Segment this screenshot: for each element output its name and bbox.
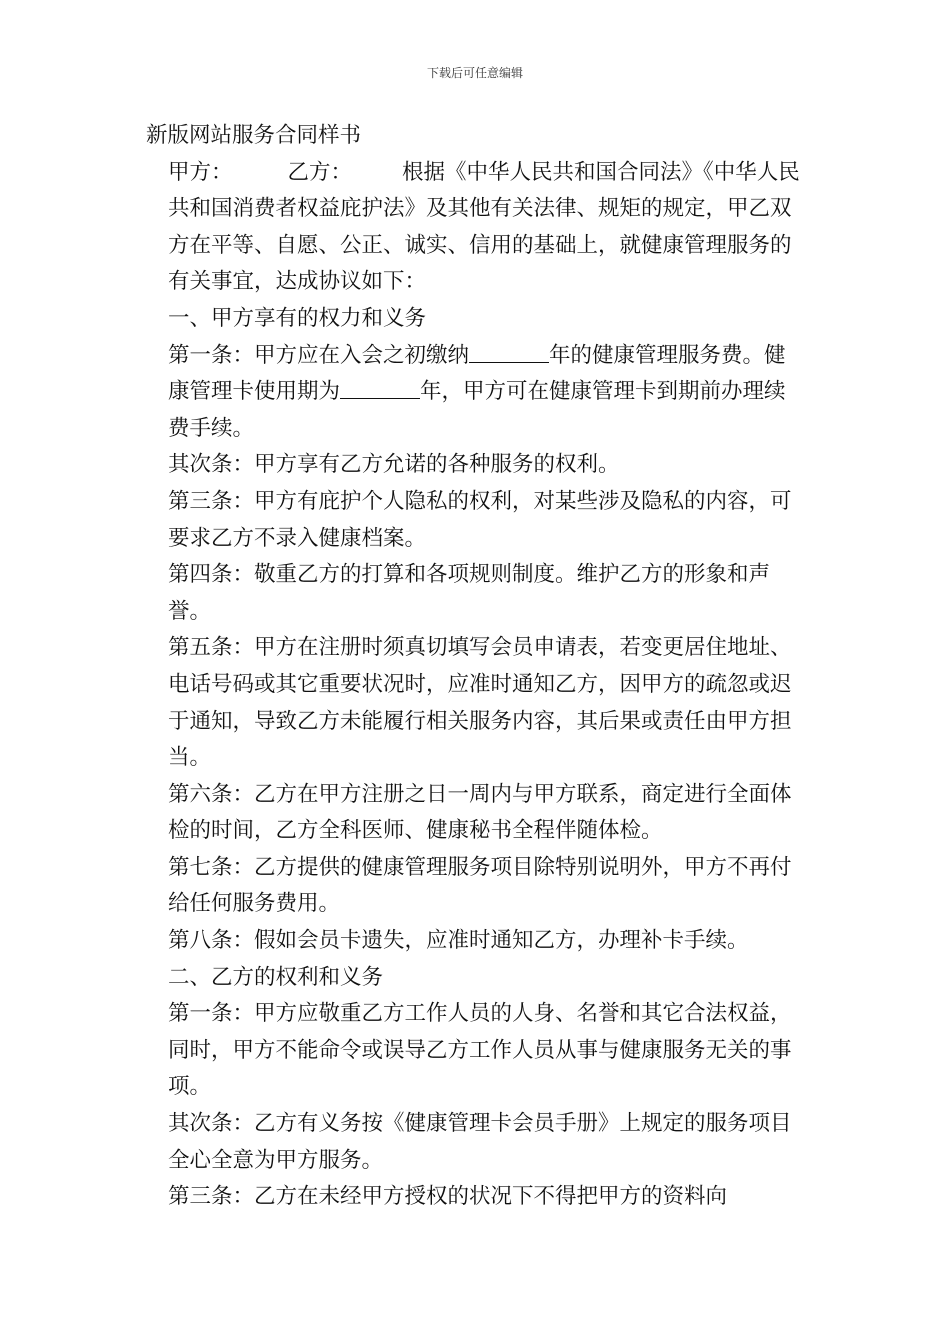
fee-years-blank xyxy=(469,342,549,363)
article-a5: 第五条：甲方在注册时须真切填写会员申请表，若变更居住地址、电话号码或其它重要状况时，应准时通知乙方，因甲方的疏忽或迟于通知，导致乙方未能履行相关服务内容，其后果或责任由甲方担当。 xyxy=(168,635,792,771)
section-1-heading: 一、甲方享有的权力和义务 xyxy=(168,305,427,331)
article-a7: 第七条：乙方提供的健康管理服务项目除特别说明外，甲方不再付给任何服务费用。 xyxy=(168,854,792,917)
article-b2: 其次条：乙方有义务按《健康管理卡会员手册》上规定的服务项目全心全意为甲方服务。 xyxy=(168,1111,792,1173)
intro-paragraph xyxy=(146,155,806,301)
article-b1: 第一条：甲方应敬重乙方工作人员的人身、名誉和其它合法权益，同时，甲方不能命令或误导乙方工作人员从事与健康服务无关的事项。 xyxy=(168,1001,792,1100)
article-a3: 第三条：甲方有庇护个人隐私的权利，对某些涉及隐私的内容，可要求乙方不录入健康档案。 xyxy=(168,488,792,551)
article-a1 xyxy=(146,338,806,448)
article-a2: 其次条：甲方享有乙方允诺的各种服务的权利。 xyxy=(168,452,620,478)
article-b3: 第三条：乙方在未经甲方授权的状况下不得把甲方的资料向 xyxy=(168,1184,728,1210)
party-a-label: 甲方： xyxy=(168,159,233,185)
card-years-blank xyxy=(340,378,420,399)
article-a1-text-3: 年，甲方可在健康管理卡到期前办理续费手续。 xyxy=(168,379,786,441)
article-a6: 第六条：乙方在甲方注册之日一周内与甲方联系，商定进行全面体检的时间，乙方全科医师、健康秘书全程伴随体检。 xyxy=(168,781,792,844)
party-b-label: 乙方： xyxy=(287,159,353,185)
page-header: 下载后可任意编辑 xyxy=(426,66,523,80)
article-a1-text-1: 第一条：甲方应在入会之初缴纳 xyxy=(168,342,470,368)
intro-text: 根据《中华人民共和国合同法》《中华人民共和国消费者权益庇护法》及其他有关法律、规矩的规定，甲乙双方在平等、自愿、公正、诚实、信用的基础上，就健康管理服务的有关事宜，达成协议如下： xyxy=(168,159,800,295)
article-a1-text-2: 年的健康管理服务费。健康管理卡使用期为 xyxy=(168,342,786,405)
section-2-heading: 二、乙方的权利和义务 xyxy=(168,964,384,990)
article-a8: 第八条：假如会员卡遗失，应准时通知乙方，办理补卡手续。 xyxy=(168,928,749,954)
article-a4: 第四条：敬重乙方的打算和各项规则制度。维护乙方的形象和声誉。 xyxy=(168,562,771,624)
contract-body xyxy=(146,118,806,1216)
document-title: 新版网站服务合同样书 xyxy=(146,123,362,148)
